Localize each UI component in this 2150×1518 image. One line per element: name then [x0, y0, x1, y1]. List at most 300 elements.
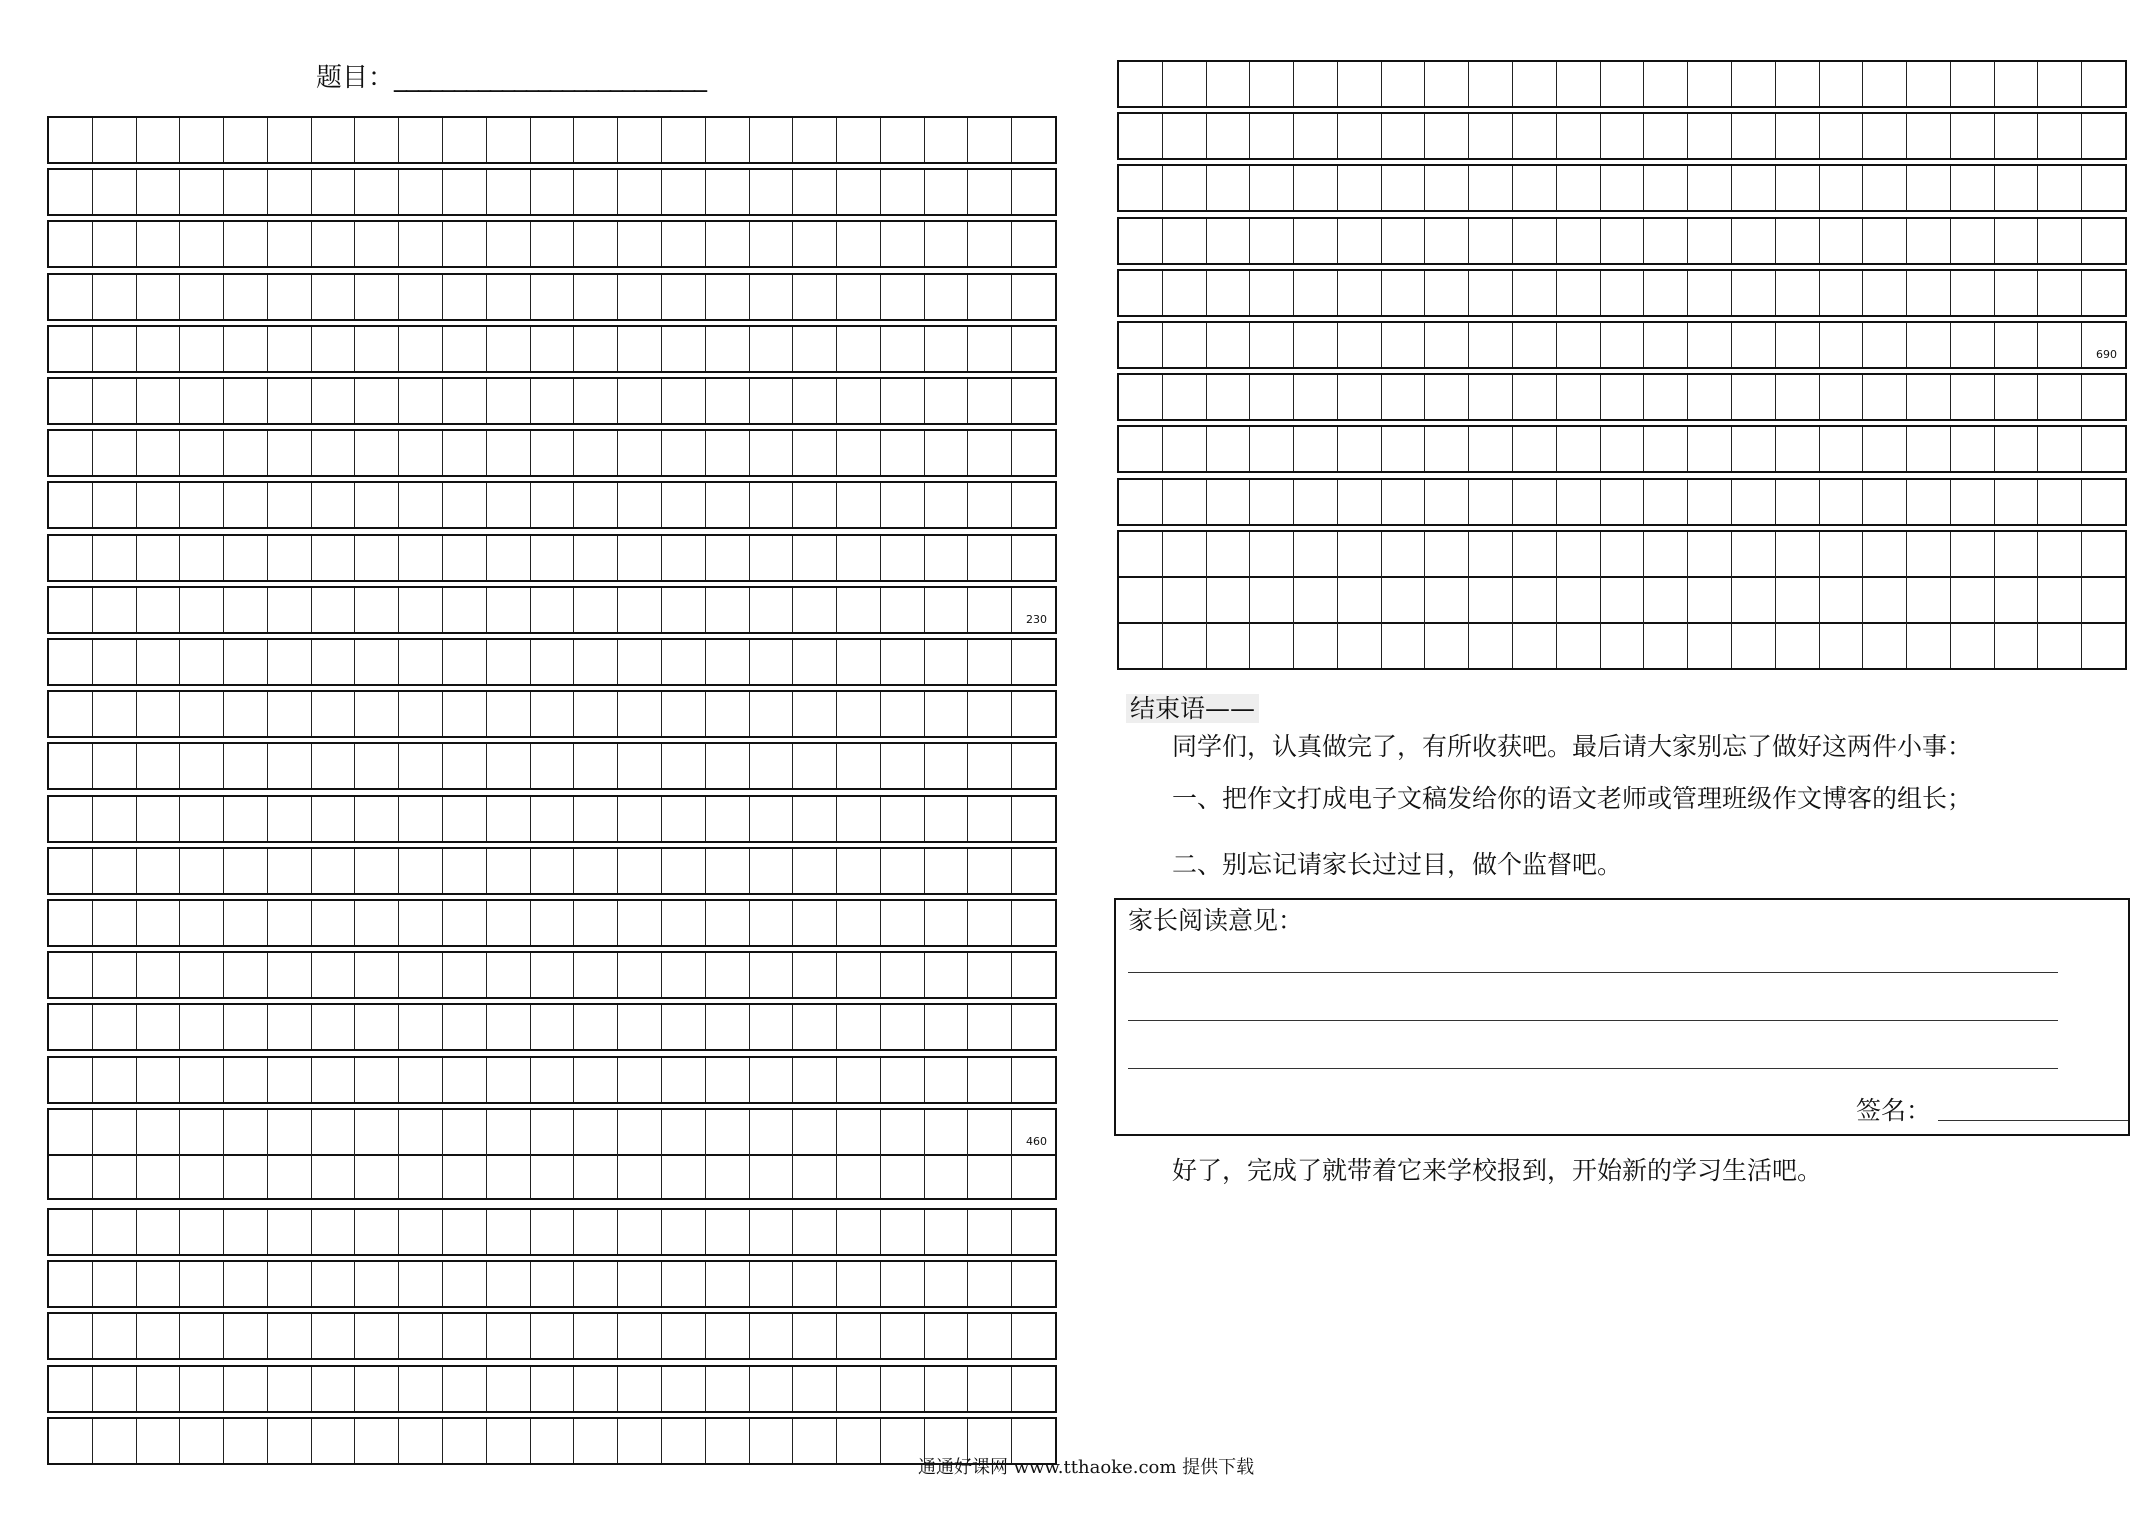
grid-cell[interactable] — [180, 1367, 224, 1411]
grid-cell[interactable] — [925, 849, 969, 893]
grid-cell[interactable] — [1207, 62, 1251, 106]
grid-cell[interactable] — [399, 953, 443, 997]
grid-cell[interactable] — [1601, 427, 1645, 471]
grid-cell[interactable] — [1776, 62, 1820, 106]
grid-cell[interactable] — [1207, 427, 1251, 471]
grid-cell[interactable] — [793, 692, 837, 736]
grid-cell[interactable] — [312, 1314, 356, 1358]
grid-cell[interactable] — [706, 1210, 750, 1254]
grid-cell[interactable] — [662, 1152, 706, 1198]
grid-cell[interactable] — [2038, 622, 2082, 668]
grid-cell[interactable] — [312, 1058, 356, 1102]
grid-cell[interactable] — [706, 170, 750, 214]
grid-cell[interactable] — [224, 431, 268, 475]
grid-cell[interactable] — [93, 901, 137, 945]
grid-cell[interactable] — [399, 1152, 443, 1198]
grid-cell[interactable] — [137, 483, 181, 527]
grid-cell[interactable] — [925, 379, 969, 423]
grid-cell[interactable] — [1732, 375, 1776, 419]
grid-cell[interactable] — [312, 536, 356, 580]
grid-cell[interactable] — [1338, 323, 1382, 367]
grid-cell[interactable] — [1776, 532, 1820, 576]
grid-cell[interactable] — [531, 1152, 575, 1198]
grid-cell[interactable] — [1644, 271, 1688, 315]
grid-cell[interactable] — [531, 1210, 575, 1254]
grid-cell[interactable] — [793, 327, 837, 371]
grid-cell[interactable] — [1207, 622, 1251, 668]
grid-cell[interactable] — [1732, 271, 1776, 315]
grid-cell[interactable] — [399, 744, 443, 788]
grid-cell[interactable] — [1557, 219, 1601, 263]
grid-cell[interactable] — [49, 118, 93, 162]
grid-cell[interactable] — [399, 275, 443, 319]
grid-cell[interactable] — [662, 1110, 706, 1154]
grid-cell[interactable] — [531, 901, 575, 945]
grid-cell[interactable] — [312, 849, 356, 893]
grid-cell[interactable] — [49, 588, 93, 632]
grid-cell[interactable] — [1425, 166, 1469, 210]
grid-cell[interactable] — [1601, 375, 1645, 419]
grid-cell[interactable] — [881, 222, 925, 266]
grid-cell[interactable] — [1338, 219, 1382, 263]
grid-cell[interactable] — [1732, 532, 1776, 576]
grid-cell[interactable] — [268, 170, 312, 214]
grid-cell[interactable] — [93, 953, 137, 997]
grid-cell[interactable] — [268, 640, 312, 684]
grid-cell[interactable] — [574, 1210, 618, 1254]
grid-cell[interactable] — [137, 118, 181, 162]
grid-cell[interactable] — [750, 640, 794, 684]
grid-cell[interactable] — [881, 692, 925, 736]
grid-cell[interactable] — [881, 1210, 925, 1254]
grid-cell[interactable] — [968, 744, 1012, 788]
grid-cell[interactable] — [1119, 622, 1163, 668]
grid-cell[interactable] — [1688, 271, 1732, 315]
grid-cell[interactable] — [137, 327, 181, 371]
grid-cell[interactable] — [180, 1314, 224, 1358]
grid-cell[interactable] — [268, 1110, 312, 1154]
grid-cell[interactable] — [1776, 480, 1820, 524]
grid-cell[interactable] — [268, 1058, 312, 1102]
grid-cell[interactable] — [837, 797, 881, 841]
grid-cell[interactable] — [1776, 427, 1820, 471]
grid-cell[interactable] — [268, 431, 312, 475]
grid-cell[interactable] — [180, 797, 224, 841]
grid-cell[interactable] — [1513, 114, 1557, 158]
grid-cell[interactable] — [49, 1314, 93, 1358]
grid-cell[interactable] — [706, 1367, 750, 1411]
grid-cell[interactable] — [531, 953, 575, 997]
grid-cell[interactable] — [1513, 576, 1557, 622]
grid-cell[interactable] — [750, 222, 794, 266]
grid-cell[interactable] — [1820, 271, 1864, 315]
grid-cell[interactable] — [93, 849, 137, 893]
grid-cell[interactable] — [1012, 1314, 1055, 1358]
grid-cell[interactable] — [224, 1367, 268, 1411]
grid-cell[interactable] — [2082, 480, 2125, 524]
grid-cell[interactable] — [49, 275, 93, 319]
grid-cell[interactable] — [312, 1419, 356, 1463]
grid-cell[interactable] — [2038, 114, 2082, 158]
grid-cell[interactable] — [750, 1262, 794, 1306]
grid-cell[interactable] — [224, 1005, 268, 1049]
grid-cell[interactable] — [793, 901, 837, 945]
grid-cell[interactable] — [49, 379, 93, 423]
grid-cell[interactable] — [93, 640, 137, 684]
grid-cell[interactable] — [881, 1262, 925, 1306]
grid-cell[interactable] — [662, 431, 706, 475]
grid-cell[interactable] — [443, 483, 487, 527]
grid-cell[interactable] — [793, 953, 837, 997]
grid-cell[interactable] — [1732, 323, 1776, 367]
grid-cell[interactable] — [574, 692, 618, 736]
grid-cell[interactable] — [750, 588, 794, 632]
grid-cell[interactable] — [925, 118, 969, 162]
grid-cell[interactable] — [1469, 375, 1513, 419]
grid-cell[interactable] — [1688, 480, 1732, 524]
grid-cell[interactable] — [1163, 375, 1207, 419]
grid-cell[interactable] — [93, 1367, 137, 1411]
grid-cell[interactable] — [968, 588, 1012, 632]
grid-cell[interactable] — [443, 953, 487, 997]
grid-cell[interactable] — [662, 1262, 706, 1306]
grid-cell[interactable] — [1012, 1152, 1055, 1198]
grid-cell[interactable] — [925, 431, 969, 475]
grid-cell[interactable] — [1012, 1058, 1055, 1102]
grid-cell[interactable] — [881, 379, 925, 423]
grid-cell[interactable] — [487, 1152, 531, 1198]
grid-cell[interactable] — [531, 640, 575, 684]
grid-cell[interactable] — [793, 640, 837, 684]
grid-cell[interactable] — [574, 1262, 618, 1306]
grid-cell[interactable] — [618, 222, 662, 266]
grid-cell[interactable] — [881, 327, 925, 371]
grid-cell[interactable] — [487, 744, 531, 788]
grid-cell[interactable] — [750, 327, 794, 371]
grid-cell[interactable] — [1012, 118, 1055, 162]
grid-cell[interactable] — [925, 1005, 969, 1049]
grid-cell[interactable] — [706, 275, 750, 319]
grid-cell[interactable] — [268, 222, 312, 266]
grid-cell[interactable] — [1907, 219, 1951, 263]
grid-cell[interactable] — [618, 1005, 662, 1049]
grid-cell[interactable] — [93, 431, 137, 475]
grid-cell[interactable] — [1863, 271, 1907, 315]
grid-cell[interactable] — [487, 692, 531, 736]
grid-cell[interactable] — [1163, 166, 1207, 210]
grid-cell[interactable] — [224, 953, 268, 997]
grid-cell[interactable] — [618, 692, 662, 736]
grid-cell[interactable] — [443, 118, 487, 162]
grid-cell[interactable] — [706, 431, 750, 475]
grid-cell[interactable] — [837, 1367, 881, 1411]
grid-cell[interactable] — [180, 1058, 224, 1102]
grid-cell[interactable] — [2038, 62, 2082, 106]
grid-cell[interactable] — [49, 1005, 93, 1049]
grid-cell[interactable] — [49, 170, 93, 214]
grid-cell[interactable] — [180, 640, 224, 684]
grid-cell[interactable] — [881, 1110, 925, 1154]
grid-cell[interactable] — [793, 118, 837, 162]
grid-cell[interactable] — [1338, 532, 1382, 576]
grid-cell[interactable] — [793, 170, 837, 214]
grid-cell[interactable] — [925, 588, 969, 632]
grid-cell[interactable] — [399, 849, 443, 893]
grid-cell[interactable] — [1119, 62, 1163, 106]
grid-cell[interactable] — [531, 431, 575, 475]
grid-cell[interactable] — [399, 1110, 443, 1154]
grid-cell[interactable] — [1382, 166, 1426, 210]
grid-cell[interactable] — [268, 118, 312, 162]
grid-cell[interactable] — [750, 797, 794, 841]
grid-cell[interactable] — [49, 483, 93, 527]
grid-cell[interactable] — [268, 849, 312, 893]
grid-cell[interactable] — [1207, 271, 1251, 315]
grid-cell[interactable] — [618, 1058, 662, 1102]
grid-cell[interactable] — [531, 588, 575, 632]
grid-cell[interactable] — [1907, 427, 1951, 471]
grid-cell[interactable] — [1250, 576, 1294, 622]
grid-cell[interactable] — [1469, 166, 1513, 210]
grid-cell[interactable] — [881, 640, 925, 684]
grid-cell[interactable] — [881, 483, 925, 527]
grid-cell[interactable] — [487, 222, 531, 266]
grid-cell[interactable] — [706, 1110, 750, 1154]
grid-cell[interactable] — [531, 536, 575, 580]
grid-cell[interactable] — [268, 901, 312, 945]
grid-cell[interactable] — [487, 849, 531, 893]
grid-cell[interactable] — [268, 1210, 312, 1254]
grid-cell[interactable] — [443, 170, 487, 214]
grid-cell[interactable] — [837, 275, 881, 319]
grid-cell[interactable] — [399, 327, 443, 371]
grid-cell[interactable] — [925, 797, 969, 841]
grid-cell[interactable] — [1951, 271, 1995, 315]
grid-cell[interactable] — [574, 170, 618, 214]
grid-cell[interactable] — [706, 1314, 750, 1358]
grid-cell[interactable] — [268, 327, 312, 371]
grid-cell[interactable] — [968, 118, 1012, 162]
grid-cell[interactable] — [574, 222, 618, 266]
grid-cell[interactable] — [531, 1419, 575, 1463]
grid-cell[interactable] — [1820, 576, 1864, 622]
grid-cell[interactable] — [1951, 114, 1995, 158]
grid-cell[interactable] — [399, 640, 443, 684]
grid-cell[interactable] — [355, 1152, 399, 1198]
grid-cell[interactable] — [1688, 114, 1732, 158]
grid-cell[interactable] — [750, 483, 794, 527]
grid-cell[interactable] — [443, 901, 487, 945]
grid-cell[interactable] — [706, 483, 750, 527]
grid-cell[interactable] — [837, 1152, 881, 1198]
grid-cell[interactable] — [1601, 532, 1645, 576]
grid-cell[interactable] — [1557, 576, 1601, 622]
grid-cell[interactable] — [618, 536, 662, 580]
grid-cell[interactable] — [1513, 480, 1557, 524]
grid-cell[interactable] — [662, 118, 706, 162]
grid-cell[interactable] — [93, 1110, 137, 1154]
grid-cell[interactable] — [968, 170, 1012, 214]
grid-cell[interactable] — [968, 431, 1012, 475]
grid-cell[interactable] — [1557, 166, 1601, 210]
grid-cell[interactable] — [1012, 1367, 1055, 1411]
grid-cell[interactable] — [487, 1110, 531, 1154]
grid-cell[interactable] — [750, 1210, 794, 1254]
grid-cell[interactable] — [1012, 1005, 1055, 1049]
grid-cell[interactable] — [443, 431, 487, 475]
grid-cell[interactable] — [49, 692, 93, 736]
grid-cell[interactable] — [137, 588, 181, 632]
grid-cell[interactable] — [1119, 166, 1163, 210]
grid-cell[interactable] — [1601, 271, 1645, 315]
grid-cell[interactable] — [137, 901, 181, 945]
grid-cell[interactable] — [137, 1262, 181, 1306]
grid-cell[interactable] — [224, 275, 268, 319]
grid-cell[interactable] — [180, 1110, 224, 1154]
grid-cell[interactable] — [574, 275, 618, 319]
grid-cell[interactable] — [837, 327, 881, 371]
grid-cell[interactable] — [968, 483, 1012, 527]
grid-cell[interactable] — [49, 901, 93, 945]
grid-cell[interactable] — [618, 1262, 662, 1306]
grid-cell[interactable] — [837, 588, 881, 632]
grid-cell[interactable] — [837, 1210, 881, 1254]
grid-cell[interactable] — [1863, 219, 1907, 263]
grid-cell[interactable] — [1012, 692, 1055, 736]
grid-cell[interactable] — [1163, 323, 1207, 367]
grid-cell[interactable] — [1863, 114, 1907, 158]
grid-cell[interactable] — [706, 692, 750, 736]
grid-cell[interactable] — [1250, 271, 1294, 315]
grid-cell[interactable] — [1951, 532, 1995, 576]
grid-cell[interactable] — [1294, 271, 1338, 315]
grid-cell[interactable] — [574, 536, 618, 580]
grid-cell[interactable] — [793, 797, 837, 841]
grid-cell[interactable] — [706, 536, 750, 580]
grid-cell[interactable] — [355, 1058, 399, 1102]
grid-cell[interactable] — [399, 483, 443, 527]
grid-cell[interactable] — [1644, 114, 1688, 158]
grid-cell[interactable] — [1163, 622, 1207, 668]
grid-cell[interactable] — [574, 1314, 618, 1358]
grid-cell[interactable] — [49, 222, 93, 266]
grid-cell[interactable] — [793, 1262, 837, 1306]
grid-cell[interactable] — [968, 1210, 1012, 1254]
grid-cell[interactable] — [750, 118, 794, 162]
grid-cell[interactable] — [1012, 1262, 1055, 1306]
grid-cell[interactable] — [706, 1419, 750, 1463]
grid-cell[interactable] — [837, 222, 881, 266]
grid-cell[interactable] — [443, 1058, 487, 1102]
grid-cell[interactable] — [312, 1152, 356, 1198]
grid-cell[interactable] — [1995, 323, 2039, 367]
grid-cell[interactable] — [49, 1210, 93, 1254]
grid-cell[interactable] — [399, 379, 443, 423]
grid-cell[interactable] — [618, 1367, 662, 1411]
grid-cell[interactable] — [1995, 532, 2039, 576]
grid-cell[interactable] — [312, 1005, 356, 1049]
grid-cell[interactable] — [1557, 480, 1601, 524]
grid-cell[interactable] — [881, 797, 925, 841]
grid-cell[interactable] — [137, 692, 181, 736]
grid-cell[interactable] — [1995, 427, 2039, 471]
grid-cell[interactable] — [137, 431, 181, 475]
grid-cell[interactable] — [443, 744, 487, 788]
grid-cell[interactable] — [1820, 622, 1864, 668]
grid-cell[interactable] — [1557, 114, 1601, 158]
grid-cell[interactable] — [1425, 427, 1469, 471]
grid-cell[interactable] — [268, 379, 312, 423]
grid-cell[interactable] — [443, 692, 487, 736]
grid-cell[interactable] — [1820, 532, 1864, 576]
grid-cell[interactable] — [1907, 114, 1951, 158]
grid-cell[interactable] — [1382, 480, 1426, 524]
grid-cell[interactable] — [487, 1058, 531, 1102]
grid-cell[interactable] — [1163, 114, 1207, 158]
grid-cell[interactable] — [968, 797, 1012, 841]
grid-cell[interactable] — [1557, 532, 1601, 576]
grid-cell[interactable] — [1644, 622, 1688, 668]
grid-cell[interactable] — [531, 1110, 575, 1154]
grid-cell[interactable] — [662, 1419, 706, 1463]
grid-cell[interactable] — [443, 849, 487, 893]
grid-cell[interactable] — [1863, 62, 1907, 106]
grid-cell[interactable] — [1995, 114, 2039, 158]
grid-cell[interactable] — [925, 327, 969, 371]
grid-cell[interactable] — [750, 170, 794, 214]
grid-cell[interactable] — [1951, 480, 1995, 524]
grid-cell[interactable] — [1732, 576, 1776, 622]
grid-cell[interactable] — [662, 953, 706, 997]
grid-cell[interactable] — [1425, 323, 1469, 367]
grid-cell[interactable] — [1382, 532, 1426, 576]
grid-cell[interactable] — [1012, 379, 1055, 423]
grid-cell[interactable] — [618, 1152, 662, 1198]
grid-cell[interactable] — [1294, 166, 1338, 210]
grid-cell[interactable] — [881, 170, 925, 214]
grid-cell[interactable] — [399, 1314, 443, 1358]
grid-cell[interactable] — [1469, 114, 1513, 158]
grid-cell[interactable] — [1250, 532, 1294, 576]
grid-cell[interactable] — [618, 1419, 662, 1463]
grid-cell[interactable] — [1688, 532, 1732, 576]
grid-cell[interactable] — [1294, 114, 1338, 158]
grid-cell[interactable] — [662, 692, 706, 736]
grid-cell[interactable] — [268, 1419, 312, 1463]
grid-cell[interactable] — [137, 170, 181, 214]
grid-cell[interactable] — [662, 849, 706, 893]
grid-cell[interactable] — [2038, 427, 2082, 471]
grid-cell[interactable] — [487, 483, 531, 527]
grid-cell[interactable] — [1163, 480, 1207, 524]
grid-cell[interactable] — [1012, 640, 1055, 684]
grid-cell[interactable] — [618, 901, 662, 945]
grid-cell[interactable] — [1820, 114, 1864, 158]
grid-cell[interactable] — [1995, 375, 2039, 419]
grid-cell[interactable] — [750, 744, 794, 788]
grid-cell[interactable] — [1732, 427, 1776, 471]
grid-cell[interactable] — [1557, 375, 1601, 419]
grid-cell[interactable] — [93, 1314, 137, 1358]
grid-cell[interactable] — [662, 797, 706, 841]
grid-cell[interactable] — [1688, 323, 1732, 367]
grid-cell[interactable] — [487, 1262, 531, 1306]
grid-cell[interactable] — [443, 1210, 487, 1254]
grid-cell[interactable] — [137, 849, 181, 893]
grid-cell[interactable] — [925, 275, 969, 319]
grid-cell[interactable] — [1688, 576, 1732, 622]
grid-cell[interactable] — [618, 1210, 662, 1254]
